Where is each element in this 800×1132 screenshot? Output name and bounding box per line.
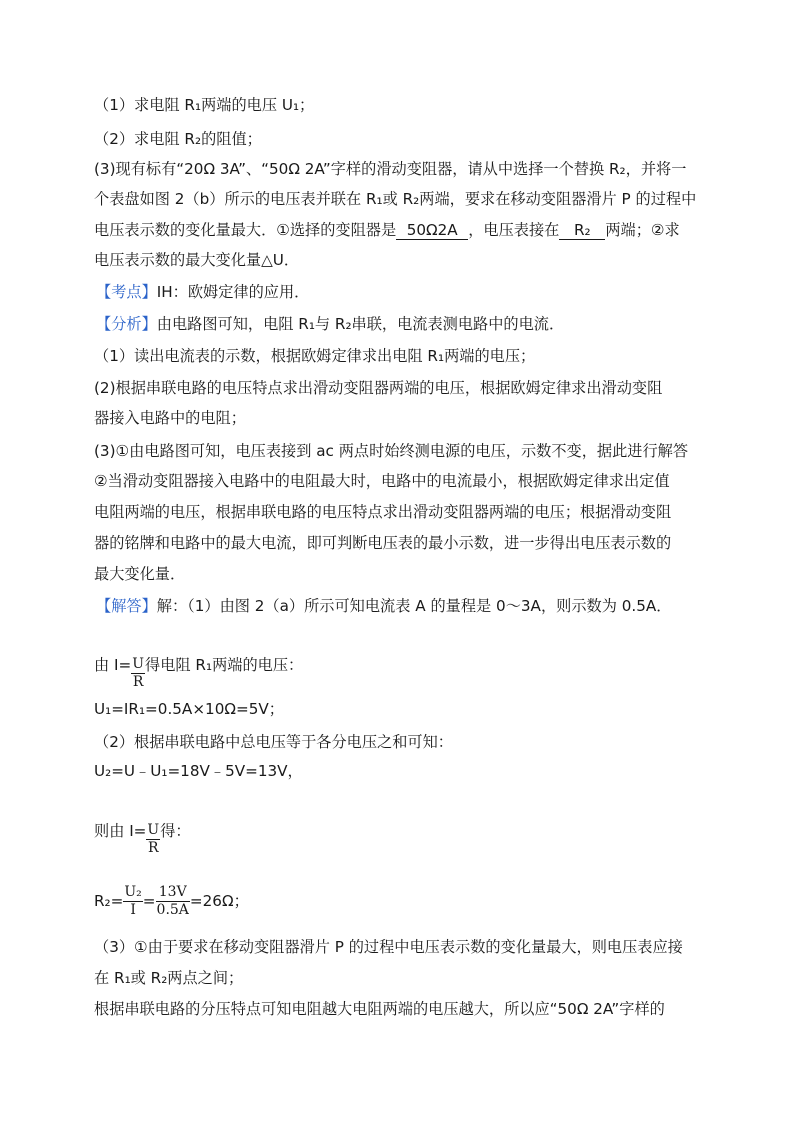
solution-part-3-line-2: 在 R₁或 R₂两点之间； [94,969,244,987]
kaodian-text: IH：欧姆定律的应用． [156,283,310,301]
fraction-numerator: U [147,822,160,838]
fenxi-line [96,313,564,335]
fraction-13v-over-05a [156,884,190,919]
solution-part-3-line-1: （3）①由于要求在移动变阻器滑片 P 的过程中电压表示数的变化量最大，则电压表应接 [94,938,683,956]
fraction-numerator: U₂ [124,884,142,900]
solution-ohm-law-pre: 由 I= [94,656,132,674]
solution-u1: U₁=IR₁=0.5A×10Ω=5V； [94,700,284,718]
analysis-3-line-3: 电阻两端的电压，根据串联电路的电压特点求出滑动变阻器两端的电压；根据滑动变阻 [94,503,672,521]
solution-r2-post: =26Ω； [189,892,249,910]
analysis-2-line-2: 器接入电路中的电阻； [94,409,246,427]
solution-r2-pre: R₂= [94,892,124,910]
question-3-line-4: 电压表示数的最大变化量△U． [94,251,300,269]
fraction-denominator: R [148,840,159,856]
solution-part-2: （2）根据串联电路中总电压等于各分电压之和可知： [94,733,453,751]
fraction-u-over-r [131,656,145,691]
fraction-u2-over-i [123,884,142,919]
solution-ohm-law-2-pre: 则由 I= [94,822,147,840]
fraction-u-over-r-2 [146,822,160,857]
question-1: （1）求电阻 R₁两端的电压 U₁； [94,96,315,114]
solution-ohm-law-line-2 [94,814,191,856]
analysis-2-line-1: (2)根据串联电路的电压特点求出滑动变阻器两端的电压，根据欧姆定律求出滑动变阻 [94,379,663,397]
jieda-tag: 【解答】 [96,597,157,615]
solution-r2-equals: = [142,892,156,910]
question-3-line-2: 个表盘如图 2（b）所示的电压表并联在 R₁或 R₂两端，要求在移动变阻器滑片 P 的过程中 [94,190,697,208]
fraction-denominator: 0.5A [156,902,189,918]
solution-u2: U₂=U﹣U₁=18V﹣5V=13V， [94,762,303,780]
question-3-text-a: 电压表示数的变化量最大．①选择的变阻器是 [94,221,397,239]
solution-r2 [94,884,249,919]
question-3-line-3 [94,219,680,241]
solution-part-3-line-3: 根据串联电路的分压特点可知电阻越大电阻两端的电压越大，所以应“50Ω 2A”字样的 [94,1000,665,1018]
analysis-1: （1）读出电流表的示数，根据欧姆定律求出电阻 R₁两端的电压； [94,347,536,365]
solution-ohm-law-line [94,648,304,690]
question-2: （2）求电阻 R₂的阻值； [94,130,262,148]
analysis-3-line-1: (3)①由电路图可知，电压表接到 ac 两点时始终测电源的电压，示数不变，据此进行解答 [94,442,689,460]
analysis-3-line-4: 器的铭牌和电路中的最大电流，即可判断电压表的最小示数，进一步得出电压表示数的 [94,534,672,552]
question-3-line-1: (3)现有标有“20Ω 3A”、“50Ω 2A”字样的滑动变阻器，请从中选择一个替换 R₂，并将一 [94,160,687,178]
jieda-text: 解：（1）由图 2（a）所示可知电流表 A 的量程是 0～3A，则示数为 0.5A． [156,597,672,615]
fraction-numerator: U [132,656,145,672]
solution-ohm-law-post: 得电阻 R₁两端的电压： [145,656,304,674]
question-3-text-c: 两端；②求 [605,221,680,239]
solution-ohm-law-2-post: 得： [160,822,191,840]
question-3-text-b: ，电压表接在 [468,221,560,239]
answer-blank-meter-position: R₂ [559,221,605,240]
kaodian-line [96,281,309,303]
fraction-denominator: R [132,674,144,690]
analysis-3-line-2: ②当滑动变阻器接入电路中的电阻最大时，电路中的电流最小，根据欧姆定律求出定值 [94,472,670,490]
kaodian-tag: 【考点】 [96,283,157,301]
fraction-denominator: I [130,902,136,918]
fenxi-tag: 【分析】 [96,315,157,333]
analysis-3-line-5: 最大变化量． [94,565,186,583]
jieda-line [96,595,671,617]
fenxi-text: 由电路图可知，电阻 R₁与 R₂串联，电流表测电路中的电流． [156,315,565,333]
answer-blank-rheostat: 50Ω2A [396,221,468,240]
fraction-numerator: 13V [156,884,190,902]
